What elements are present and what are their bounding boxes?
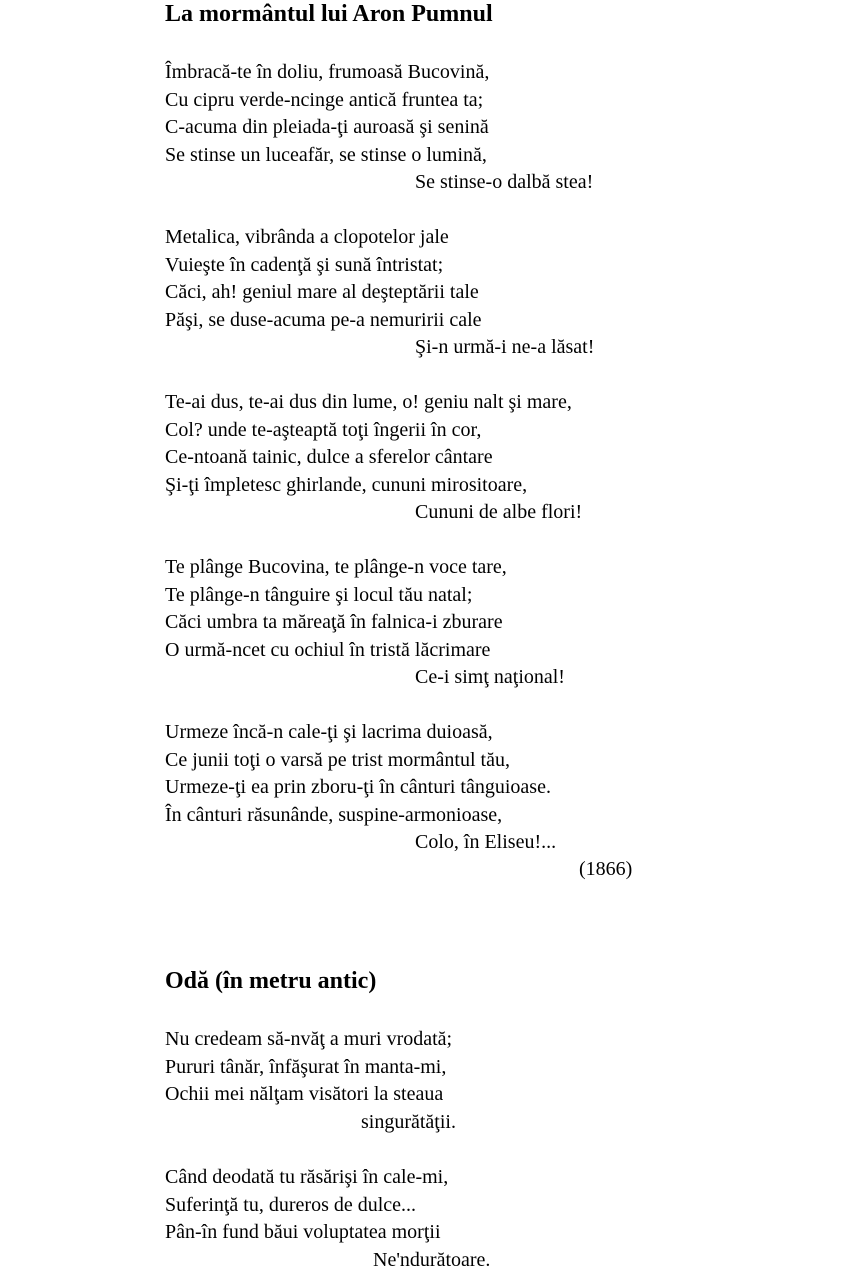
verse-line: Şi-ţi împletesc ghirlande, cununi mirositoare, [165, 473, 528, 496]
poem-title: Odă (în metru antic) [165, 968, 377, 994]
verse-line: Ce-ntoană tainic, dulce a sferelor cântare [165, 446, 493, 468]
verse-line: Col? unde te-aşteaptă toţi îngerii în cor, [165, 418, 482, 441]
verse-line: Suferinţă tu, dureros de dulce... [165, 1193, 417, 1216]
stanza [165, 389, 685, 527]
stanza [165, 1026, 685, 1136]
verse-line: Ochii mei nălţam visători la steaua [165, 1083, 444, 1105]
verse-refrain: Ce-i simţ naţional! [415, 666, 565, 688]
verse-line: Căci umbra ta măreaţă în falnica-i zburare [165, 611, 503, 633]
verse-line: Pururi tânăr, înfăşurat în manta-mi, [165, 1055, 447, 1078]
verse-line: Pân-în fund băui voluptatea morţii [165, 1221, 441, 1243]
stanza [165, 1164, 685, 1274]
verse-line: Te-ai dus, te-ai dus din lume, o! geniu nalt şi mare, [165, 391, 572, 413]
stanza [165, 554, 685, 692]
verse-line: Te plânge Bucovina, te plânge-n voce tare, [165, 556, 507, 578]
verse-adonic: Ne'ndurătoare. [373, 1248, 491, 1271]
verse-line: C-acuma din pleiada-ţi auroasă şi senină [165, 116, 489, 138]
verse-line: Urmeze încă-n cale-ţi şi lacrima duioasă, [165, 721, 493, 743]
verse-line: Vuieşte în cadenţă şi sună întristat; [165, 253, 444, 276]
stanza [165, 224, 685, 362]
verse-adonic: singurătăţii. [361, 1110, 456, 1133]
verse-refrain: Şi-n urmă-i ne-a lăsat! [415, 336, 595, 358]
verse-line: Nu credeam să-nvăţ a muri vrodată; [165, 1028, 453, 1050]
poem-title: La mormântul lui Aron Pumnul [165, 1, 493, 27]
verse-line: O urmă-ncet cu ochiul în tristă lăcrimare [165, 638, 491, 661]
verse-line: Ce junii toţi o varsă pe trist mormântul tău, [165, 748, 510, 771]
verse-line: Căci, ah! geniul mare al deşteptării tale [165, 281, 479, 303]
verse-line: Metalica, vibrânda a clopotelor jale [165, 226, 449, 248]
verse-line: Te plânge-n tânguire şi locul tău natal; [165, 583, 473, 606]
verse-line: Păşi, se duse-acuma pe-a nemuririi cale [165, 308, 482, 331]
verse-line: În cânturi răsunânde, suspine-armonioase, [165, 803, 503, 826]
verse-refrain: Cununi de albe flori! [415, 501, 583, 523]
verse-line: Cu cipru verde-ncinge antică fruntea ta; [165, 88, 484, 111]
verse-line: Se stinse un luceafăr, se stinse o lumină, [165, 143, 487, 166]
poem-date: (1866) [579, 858, 633, 880]
stanza [165, 719, 685, 857]
verse-line: Când deodată tu răsărişi în cale-mi, [165, 1166, 449, 1188]
verse-refrain: Colo, în Eliseu!... [415, 831, 557, 853]
verse-refrain: Se stinse-o dalbă stea! [415, 171, 594, 193]
verse-line: Urmeze-ţi ea prin zboru-ţi în cânturi tânguioase. [165, 776, 551, 798]
verse-line: Îmbracă-te în doliu, frumoasă Bucovină, [165, 61, 490, 83]
stanza [165, 59, 685, 197]
